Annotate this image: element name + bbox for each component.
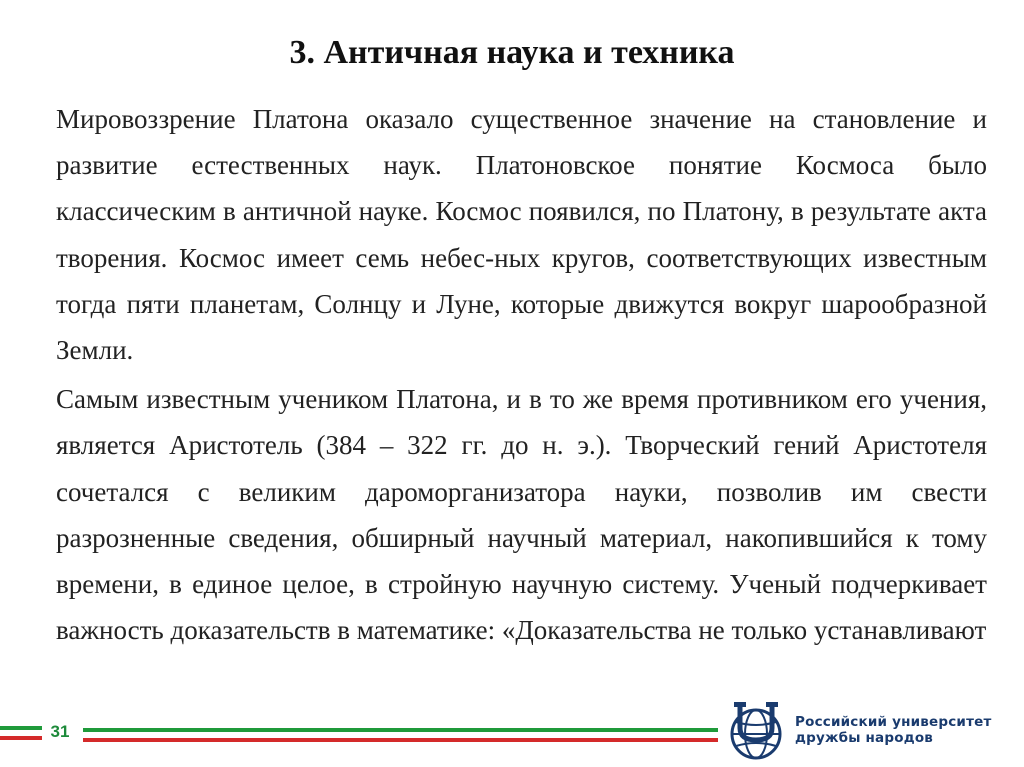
- university-name: [795, 714, 1020, 746]
- slide-body: [56, 96, 987, 656]
- slide-title: 3. Античная наука и техника: [289, 34, 735, 71]
- slide-footer: [0, 716, 1024, 756]
- university-name-line2: дружбы народов: [795, 730, 934, 746]
- rudn-globe-logo-icon: [726, 700, 788, 762]
- paragraph-platon: Мировоззрение Платона оказало существенное значение на становление и развитие естественных наук. Платоновское понятие Космоса было классическим в античной науке. Космос появился, по Платону, в результате акта творения. Космос имеет семь небес-ных кругов, соответствующих известным тогда пяти планетам, Солнцу и Луне, которые движутся вокруг шарообразной Земли.: [56, 104, 987, 366]
- paragraph-aristotle: Самым известным учеником Платона, и в то же время противником его учения, является Аристотель (384 – 322 гг. до н. э.). Творческий гений Аристотеля сочетался с великим дароморганизатора науки, позволив им свести разрозненные сведения, обширный научный материал, накопившийся к тому времени, в единое целое, в стройную научную систему. Ученый подчеркивает важность доказательств в математике: «Доказательства не только устанавливают: [56, 384, 987, 646]
- footer-stripe-left: [0, 726, 42, 740]
- university-name-line1: Российский университет: [795, 714, 992, 730]
- page-number: 31: [50, 722, 70, 741]
- footer-stripe-right: [83, 728, 718, 742]
